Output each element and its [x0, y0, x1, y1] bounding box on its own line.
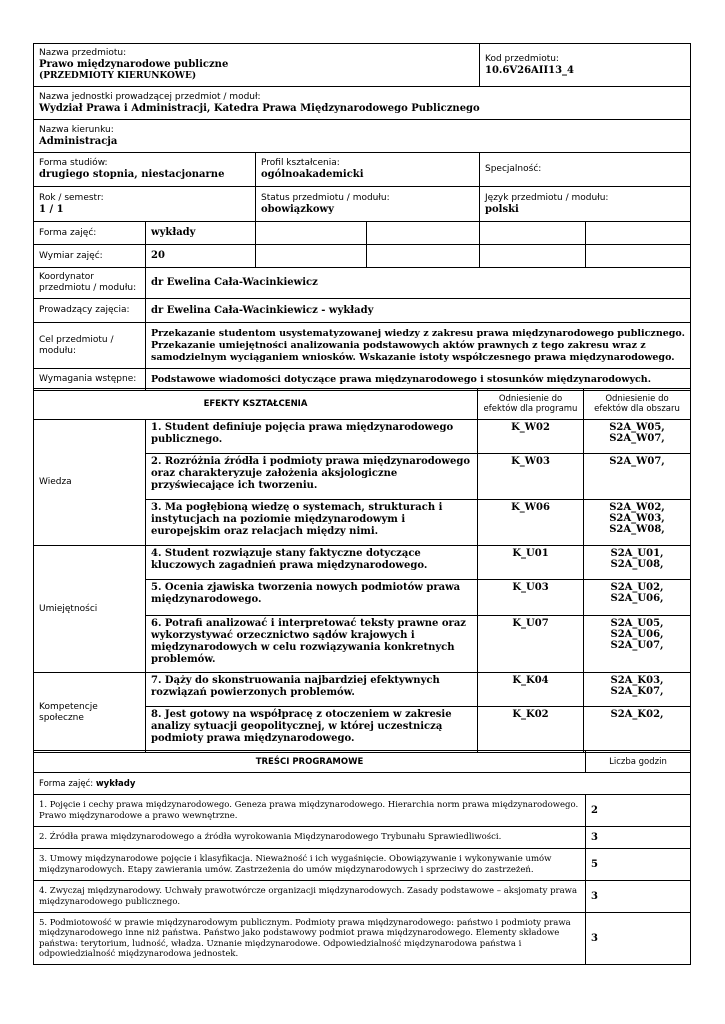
form-cell	[34, 153, 256, 187]
effects-table	[33, 388, 691, 753]
effect-area	[584, 580, 691, 616]
area-code: S2A_U05,	[610, 618, 664, 629]
program-hours-col: Liczba godzin	[586, 751, 691, 773]
empty-cell	[480, 245, 586, 268]
empty-cell	[586, 222, 691, 245]
lang-value: polski	[485, 203, 519, 215]
area-code: S2A_U06,	[610, 593, 664, 604]
class-form-value: wykłady	[146, 222, 256, 245]
area-code: S2A_K03,	[610, 675, 664, 686]
area-code: S2A_W02,	[609, 502, 665, 513]
effect-prog: K_K04	[478, 673, 584, 707]
program-item-hours: 2	[586, 795, 691, 827]
field-cell	[34, 120, 691, 153]
effect-prog: K_U01	[478, 546, 584, 580]
program-form-prefix: Forma zajęć:	[39, 778, 96, 789]
empty-cell	[586, 245, 691, 268]
program-item: 2. Źródła prawa międzynarodowego a źródła wyrokowania Międzynarodowego Trybunału Sprawiedliwości.	[34, 827, 586, 849]
subject-group: (PRZEDMIOTY KIERUNKOWE)	[39, 71, 197, 81]
code-label: Kod przedmiotu:	[485, 53, 559, 64]
effect-row-4: 4. Student rozwiązuje stany faktyczne dotyczące kluczowych zagadnień prawa międzynarodowego.	[146, 546, 478, 580]
area-code: S2A_W03,	[609, 513, 665, 524]
program-form-value: wykłady	[95, 778, 136, 789]
header-table	[33, 43, 691, 391]
effect-row-2: 2. Rozróżnia źródła i podmioty prawa międzynarodowego oraz charakteryzuje założenia aksjologiczne przyświecające ich tworzeniu.	[146, 454, 478, 500]
status-label: Status przedmiotu / modułu:	[261, 192, 390, 203]
effect-prog: K_W03	[478, 454, 584, 500]
area-code: S2A_U01,	[610, 548, 664, 559]
class-hours-value: 20	[146, 245, 256, 268]
program-form	[34, 773, 691, 795]
year-label: Rok / semestr:	[39, 192, 104, 203]
profile-cell	[256, 153, 480, 187]
goal-value: Przekazanie studentom usystematyzowanej wiedzy z zakresu prawa międzynarodowego publicznego. Przekazanie umiejętności analizowania podstawowych aktów prawnych z tego zakresu wraz z samodzielnym wyciąganiem wniosków. Wskazanie istoty współczesnego prawa międzynarodowego.	[146, 323, 691, 369]
profile-value: ogólnoakademicki	[261, 169, 364, 180]
effect-area	[584, 454, 691, 500]
area-code: S2A_K02,	[610, 709, 664, 720]
program-item: 4. Zwyczaj międzynarodowy. Uchwały prawotwórcze organizacji międzynarodowych. Zasady podstawowe – aksjomaty prawa międzynarodowego publicznego.	[34, 881, 586, 913]
area-code: S2A_W05,	[609, 422, 665, 433]
lead-value: dr Ewelina Cała-Wacinkiewicz - wykłady	[146, 299, 691, 323]
effect-prog: K_W02	[478, 420, 584, 454]
effect-area	[584, 420, 691, 454]
field-name: Administracja	[39, 135, 118, 147]
req-value: Podstawowe wiadomości dotyczące prawa międzynarodowego i stosunków międzynarodowych.	[146, 369, 691, 391]
subject-code: 10.6V26AII13_4	[485, 64, 575, 76]
subject-cell	[34, 44, 480, 87]
area-code: S2A_W07,	[609, 456, 665, 467]
program-item-hours: 3	[586, 827, 691, 849]
effect-row-1: 1. Student definiuje pojęcia prawa międzynarodowego publicznego.	[146, 420, 478, 454]
profile-label: Profil kształcenia:	[261, 158, 340, 168]
program-item-hours: 5	[586, 849, 691, 881]
effect-prog: K_U03	[478, 580, 584, 616]
year-value: 1 / 1	[39, 203, 64, 215]
empty-cell	[256, 245, 367, 268]
empty-cell	[480, 222, 586, 245]
effect-prog: K_W06	[478, 500, 584, 546]
lead-label: Prowadzący zajęcia:	[34, 299, 146, 323]
form-value: drugiego stopnia, niestacjonarne	[39, 169, 225, 180]
program-item-hours: 3	[586, 913, 691, 965]
effect-prog: K_U07	[478, 616, 584, 673]
effect-row-7: 7. Dąży do skonstruowania najbardziej efektywnych rozwiązań powierzonych problemów.	[146, 673, 478, 707]
status-cell	[256, 187, 480, 222]
lang-label: Język przedmiotu / modułu:	[485, 192, 609, 203]
unit-name: Wydział Prawa i Administracji, Katedra Prawa Międzynarodowego Publicznego	[39, 102, 480, 114]
code-cell	[480, 44, 691, 87]
area-code: S2A_U02,	[610, 582, 664, 593]
subject-label: Nazwa przedmiotu:	[39, 48, 127, 58]
empty-cell	[256, 222, 367, 245]
field-label: Nazwa kierunku:	[39, 124, 114, 135]
effect-area	[584, 616, 691, 673]
effect-row-6: 6. Potrafi analizować i interpretować teksty prawne oraz wykorzystywać orzecznictwo sądów krajowych i międzynarodowych w celu rozwiązywania konkretnych problemów.	[146, 616, 478, 673]
effect-area	[584, 707, 691, 753]
class-hours-label: Wymiar zajęć:	[34, 245, 146, 268]
unit-cell	[34, 87, 691, 120]
program-item-hours: 3	[586, 881, 691, 913]
program-title: TREŚCI PROGRAMOWE	[34, 751, 586, 773]
effect-area	[584, 500, 691, 546]
area-code: S2A_K07,	[610, 686, 664, 697]
goal-label: Cel przedmiotu / modułu:	[34, 323, 146, 369]
effect-prog: K_K02	[478, 707, 584, 753]
class-form-label: Forma zajęć:	[34, 222, 146, 245]
effects-col-area: Odniesienie do efektów dla obszaru	[584, 389, 691, 420]
status-value: obowiązkowy	[261, 203, 334, 215]
spec-cell	[480, 153, 691, 187]
program-item: 3. Umowy międzynarodowe pojęcie i klasyfikacja. Nieważność i ich wygaśnięcie. Obowiązywanie i wykonywanie umów międzynarodowych. Etapy zawierania umów. Zastrzeżenia do umów międzynarodowych i sprzeciwy do zastrzeżeń.	[34, 849, 586, 881]
area-code: S2A_U06,	[610, 629, 664, 640]
area-code: S2A_U08,	[610, 559, 664, 570]
req-label: Wymagania wstępne:	[34, 369, 146, 391]
lang-cell	[480, 187, 691, 222]
year-cell	[34, 187, 256, 222]
subject-name: Prawo międzynarodowe publiczne	[39, 59, 229, 70]
effect-area	[584, 546, 691, 580]
empty-cell	[367, 222, 480, 245]
area-code: S2A_W07,	[609, 433, 665, 444]
unit-label: Nazwa jednostki prowadzącej przedmiot / moduł:	[39, 91, 261, 102]
group-wiedza: Wiedza	[34, 420, 146, 546]
coord-label: Koordynator przedmiotu / modułu:	[34, 268, 146, 299]
effect-area	[584, 673, 691, 707]
program-item: 1. Pojęcie i cechy prawa międzynarodowego. Geneza prawa międzynarodowego. Hierarchia norm prawa międzynarodowego. Prawo międzynarodowe a prawo wewnętrzne.	[34, 795, 586, 827]
empty-cell	[367, 245, 480, 268]
form-label: Forma studiów:	[39, 158, 108, 168]
effect-row-3: 3. Ma pogłębioną wiedzę o systemach, strukturach i instytucjach na poziomie międzynarodowym i europejskim oraz relacjach między nimi.	[146, 500, 478, 546]
area-code: S2A_U07,	[610, 640, 664, 651]
effects-title: EFEKTY KSZTAŁCENIA	[34, 389, 478, 420]
coord-value: dr Ewelina Cała-Wacinkiewicz	[146, 268, 691, 299]
program-item: 5. Podmiotowość w prawie międzynarodowym publicznym. Podmioty prawa międzynarodowego: państwo i podmioty prawa międzynarodowego inne niż państwa. Państwo jako podstawowy podmiot prawa międzynarodowego. Elementy składowe państwa: terytorium, ludność, władza. Uznanie międzynarodowe. Odpowiedzialność międzynarodowa państwa i odpowiedzialność międzynarodowa jednostek.	[34, 913, 586, 965]
spec-label: Specjalność:	[485, 164, 542, 174]
effect-row-8: 8. Jest gotowy na współpracę z otoczeniem w zakresie analizy sytuacji geopolitycznej, w której uczestniczą podmioty prawa międzynarodowego.	[146, 707, 478, 753]
effects-col-program: Odniesienie do efektów dla programu	[478, 389, 584, 420]
effect-row-5: 5. Ocenia zjawiska tworzenia nowych podmiotów prawa międzynarodowego.	[146, 580, 478, 616]
group-kompetencje: Kompetencje społeczne	[34, 673, 146, 753]
area-code: S2A_W08,	[609, 524, 665, 535]
group-umiejetnosci: Umiejętności	[34, 546, 146, 673]
program-table	[33, 750, 691, 965]
